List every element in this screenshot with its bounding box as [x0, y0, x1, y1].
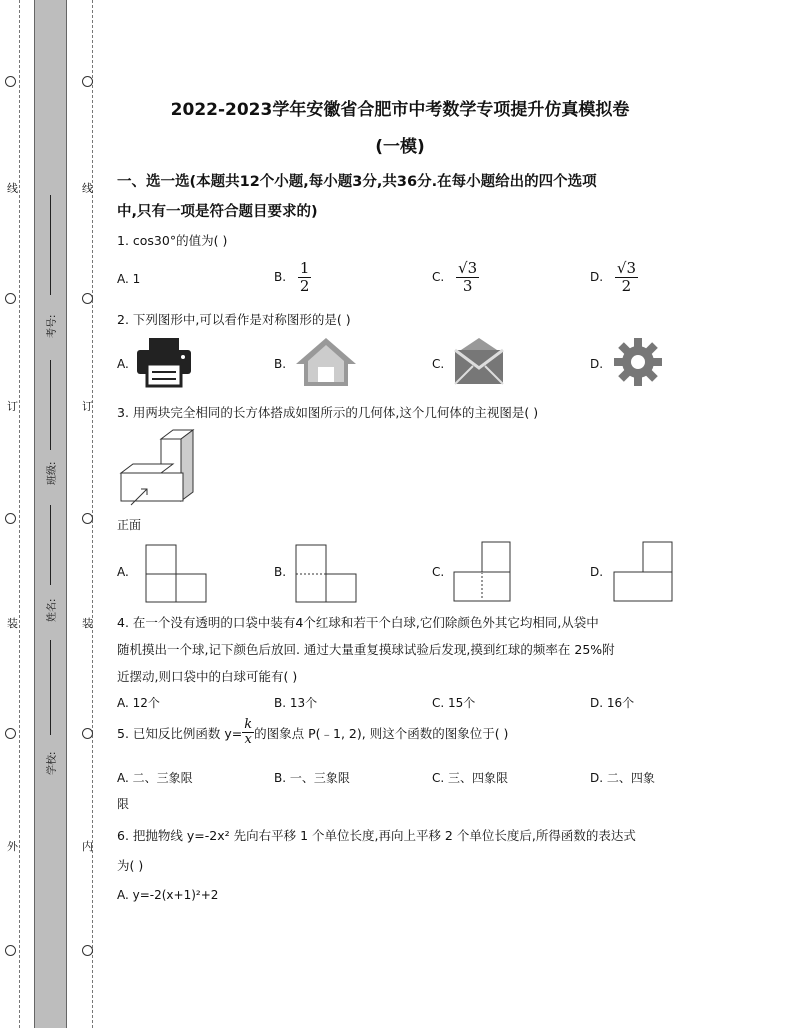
punch-hole — [82, 76, 93, 87]
q1-option-c: C. $\frac{√3}{3}$ — [432, 259, 478, 295]
q1-d-numerator: √3 — [616, 259, 636, 277]
q1-stem: 1. cos30°的值为( ) — [117, 233, 228, 248]
q5-option-d: D. 二、四象 — [590, 771, 655, 785]
section-heading: 一、选一选(本题共12个小题,每小题3分,共36分.在每小题给出的四个选项 — [117, 174, 597, 190]
envelope-icon — [453, 336, 505, 388]
q5-k-numerator: k — [244, 717, 253, 732]
q1-d-denominator: 2 — [621, 276, 632, 295]
q5-option-c: C. 三、四象限 — [432, 771, 509, 785]
q3-option-c-figure — [453, 541, 511, 603]
punch-hole — [82, 293, 93, 304]
q1-b-numerator: 1 — [299, 259, 310, 277]
punch-hole — [5, 293, 16, 304]
house-icon — [294, 336, 358, 388]
class-label: 班级: — [47, 461, 58, 485]
q2-option-a-label: A. — [117, 357, 129, 371]
name-label: 姓名: — [47, 598, 58, 622]
punch-hole — [82, 945, 93, 956]
margin-mark-staple: 订 — [82, 400, 93, 413]
q3-option-a-label: A. — [117, 565, 129, 579]
q3-option-b-figure — [295, 544, 357, 604]
q6-stem-line1: 6. 把抛物线 y=-2x² 先向右平移 1 个单位长度,再向上平移 2 个单位长度后,所得函数的表达式 — [117, 828, 636, 843]
exam-number-line — [50, 195, 51, 295]
q1-b-denominator: 2 — [299, 276, 310, 295]
q4-option-a: A. 12个 — [117, 696, 160, 710]
q4-stem-line2: 随机摸出一个球,记下颜色后放回. 通过大量重复摸球试验后发现,摸到红球的频率在 25%附 — [117, 642, 615, 657]
punch-hole — [5, 728, 16, 739]
q1-option-a: A. 1 — [117, 272, 141, 286]
q5-option-a: A. 二、三象限 — [117, 771, 193, 785]
q1-option-b: B. $\frac{1}{2}$ — [274, 259, 310, 295]
q3-option-d-figure — [613, 541, 673, 603]
punch-hole — [5, 76, 16, 87]
exam-number-label: 考号: — [47, 314, 58, 338]
q1-c-denominator: 3 — [462, 276, 473, 295]
q4-stem-line3: 近摆动,则口袋中的白球可能有( ) — [117, 669, 298, 684]
q2-option-b-label: B. — [274, 357, 287, 371]
margin-mark-bind: 装 — [82, 617, 93, 630]
q4-option-c: C. 15个 — [432, 696, 476, 710]
margin-mark-staple: 订 — [7, 400, 18, 413]
q4-stem-line1: 4. 在一个没有透明的口袋中装有4个红球和若干个白球,它们除颜色外其它均相同,从袋中 — [117, 615, 599, 630]
inner-dashed-line — [92, 0, 93, 1028]
q3-front-label: 正面 — [117, 518, 142, 532]
punch-hole — [82, 513, 93, 524]
section-heading-cont: 中,只有一项是符合题目要求的) — [117, 204, 318, 220]
q1-c-numerator: √3 — [458, 259, 478, 277]
q5-option-d-wrap: 限 — [117, 797, 130, 811]
school-line — [50, 640, 51, 735]
page-title: 2022-2023学年安徽省合肥市中考数学专项提升仿真模拟卷 — [170, 100, 630, 120]
q4-option-b: B. 13个 — [274, 696, 318, 710]
margin-mark-outer: 外 — [7, 840, 18, 853]
class-line — [50, 360, 51, 450]
school-label: 学校: — [47, 751, 58, 775]
margin-mark-inner: 内 — [82, 840, 93, 853]
q3-option-d-label: D. — [590, 565, 604, 579]
q5-stem: 5. 已知反比例函数 y= $\frac{k}{x}$ 的图象点 P(﹣1, 2), 则这个函数的图象位于( ) — [117, 717, 509, 748]
name-line — [50, 505, 51, 585]
page-subtitle: (一模) — [375, 137, 425, 157]
q3-stem: 3. 用两块完全相同的长方体搭成如图所示的几何体,这个几何体的主视图是( ) — [117, 405, 539, 420]
q4-option-d: D. 16个 — [590, 696, 635, 710]
q1-option-d: D. $\frac{√3}{2}$ — [590, 259, 636, 295]
q3-option-c-label: C. — [432, 565, 445, 579]
punch-hole — [82, 728, 93, 739]
margin-mark-bind: 装 — [7, 617, 18, 630]
q2-stem: 2. 下列图形中,可以看作是对称图形的是( ) — [117, 312, 351, 327]
q2-option-d-label: D. — [590, 357, 604, 371]
margin-mark-line: 线 — [82, 182, 93, 195]
q3-option-b-label: B. — [274, 565, 287, 579]
q6-option-a: A. y=-2(x+1)²+2 — [117, 888, 219, 902]
outer-dashed-line — [19, 0, 20, 1028]
printer-icon — [135, 336, 193, 388]
q5-x-denominator: x — [244, 732, 252, 748]
q3-option-a-figure — [145, 544, 207, 604]
punch-hole — [5, 513, 16, 524]
margin-mark-line: 线 — [7, 182, 18, 195]
punch-hole — [5, 945, 16, 956]
q5-option-b: B. 一、三象限 — [274, 771, 350, 785]
q6-stem-line2: 为( ) — [117, 858, 144, 873]
q3-solid-figure — [117, 425, 202, 513]
gear-icon — [612, 336, 664, 388]
q2-option-c-label: C. — [432, 357, 445, 371]
